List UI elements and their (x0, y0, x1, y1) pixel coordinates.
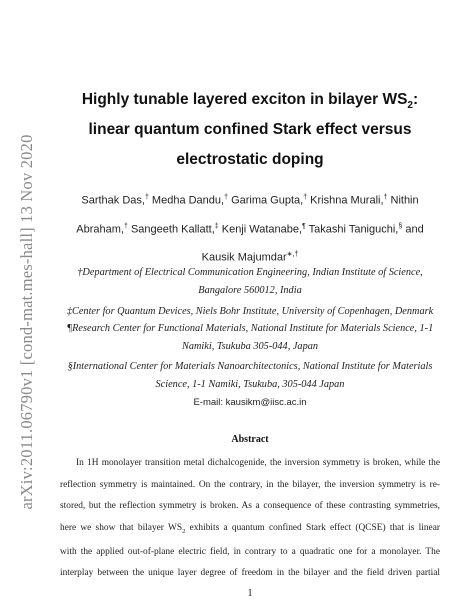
abstract-line: with the applied out-of-plane electric field, in contrary to a quadratic one for a monolayer. The (60, 546, 440, 557)
abstract-line: In 1H monolayer transition metal dichalcogenide, the inversion symmetry is broken, while the (76, 458, 440, 468)
arxiv-stamp-text: arXiv:2011.06790v1 [cond-mat.mes-hall] 13 Nov 2020 (17, 134, 36, 510)
affiliation-nims-rcfm-line-2: Namiki, Tsukuba 305-044, Japan (181, 341, 319, 352)
paper-title-line-1: Highly tunable layered exciton in bilayer $WS_2$: (81, 91, 419, 112)
author-list: Sarthak Das,† Medha Dandu,† Garima Gupta,† Krishna Murali,† Nithin Abraham,† Sangeeth Kallatt,‡ Kenji Watanabe,¶ Takashi Taniguchi,§ and Kausik Majumdar∗,† (76, 194, 424, 264)
abstract-heading: Abstract (231, 434, 269, 445)
affiliation-mana-line-2: Science, 1-1 Namiki, Tsukuba, 305-044 Japan (155, 379, 345, 390)
abstract-line: here we show that bilayer $WS_2$ exhibits a quantum confined Stark effect (QCSE) that is linear (60, 522, 441, 535)
affiliation-mana-line-1: §International Center for Materials Nanoarchitectonics, National Institute for Materials (67, 361, 433, 372)
author-name: Garima Gupta, (231, 194, 304, 207)
corresponding-email: E-mail: kausikm@iisc.ac.in (193, 397, 307, 408)
author-name: Medha Dandu, (151, 194, 225, 207)
author-name: Kausik Majumdar (201, 251, 287, 264)
abstract-body (60, 453, 440, 585)
paper-title-line-3: electrostatic doping (176, 151, 324, 168)
abstract-line: reflection symmetry is maintained. On the contrary, in the bilayer, the inversion symmetry is re- (60, 479, 440, 490)
author-name: Sangeeth Kallatt, (130, 223, 215, 236)
abstract-line: stored, but the reflection symmetry is broken. As a consequence of these contrasting symmetries, (60, 501, 440, 511)
author-name: Kenji Watanabe, (221, 223, 303, 236)
author-name: Takashi Taniguchi, (308, 223, 399, 236)
arxiv-stamp (12, 122, 42, 522)
author-name: Nithin Abraham, (76, 194, 419, 236)
paper-title-line-2: linear quantum confined Stark effect versus (88, 121, 412, 138)
author-conjunction: and (405, 223, 424, 236)
affiliation-iisc-line-1: †Department of Electrical Communication Engineering, Indian Institute of Science, (77, 267, 423, 278)
affiliation-nbi: ‡Center for Quantum Devices, Niels Bohr Institute, University of Copenhagen, Denmark (66, 306, 434, 317)
abstract-line: interplay between the unique layer degree of freedom in the bilayer and the field driven partial (60, 568, 440, 579)
affiliation-nims-rcfm-line-1: ¶Research Center for Functional Materials, National Institute for Materials Science, 1-1 (66, 323, 434, 334)
author-name: Sarthak Das, (81, 194, 145, 207)
author-name: Krishna Murali, (310, 194, 384, 207)
affiliation-iisc-line-2: Bangalore 560012, India (198, 285, 302, 296)
page-number: 1 (247, 588, 253, 599)
